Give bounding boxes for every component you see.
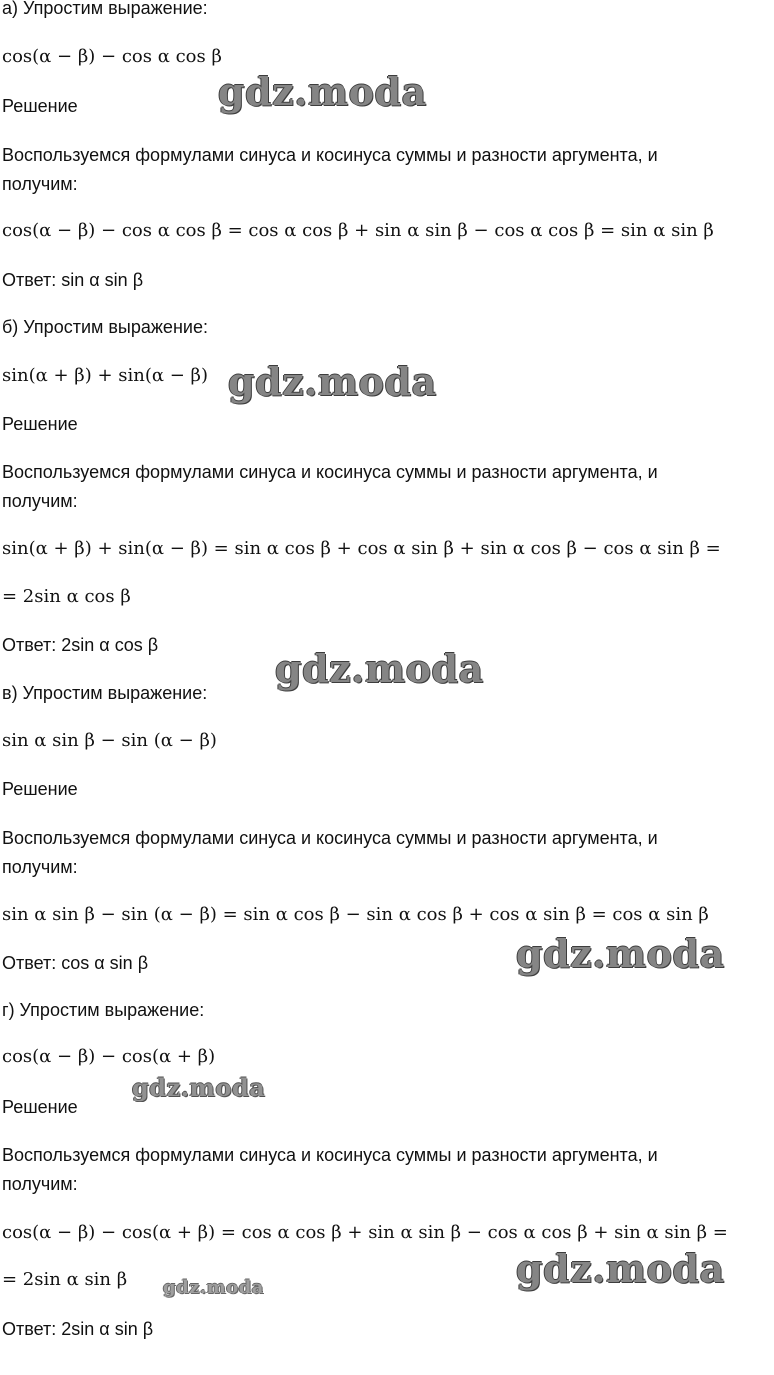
section-c-expression: sin α sin β − sin (α − β) [2,730,217,751]
watermark-logo: gdz.moda [132,1073,266,1102]
section-a-explanation-line1: Воспользуемся формулами синуса и косинуса суммы и разности аргумента, и [2,145,658,165]
section-d-explanation-line1: Воспользуемся формулами синуса и косинуса суммы и разности аргумента, и [2,1145,658,1165]
section-a-explanation-line2: получим: [2,174,78,194]
section-d-expression: cos(α − β) − cos(α + β) [2,1046,216,1067]
section-c-heading: в) Упростим выражение: [2,683,208,703]
watermark-logo: gdz.moda [218,69,427,114]
section-b-explanation-line2: получим: [2,491,78,511]
section-d-solution-label: Решение [2,1097,78,1117]
section-b-answer: Ответ: 2sin α cos β [2,635,159,655]
watermark-logo: gdz.moda [275,646,484,691]
section-c-answer: Ответ: cos α sin β [2,953,149,973]
section-b-expression: sin(α + β) + sin(α − β) [2,365,208,386]
section-b-derivation-line2: = 2sin α cos β [2,586,131,607]
section-d-heading: г) Упростим выражение: [2,1000,205,1020]
watermark-logo: gdz.moda [516,1246,725,1291]
section-b-solution-label: Решение [2,414,78,434]
section-a-heading: а) Упростим выражение: [2,0,208,18]
watermark-logo: gdz.moda [228,359,437,404]
section-d-answer: Ответ: 2sin α sin β [2,1319,154,1339]
section-d-derivation-line1: cos(α − β) − cos(α + β) = cos α cos β + sin α sin β − cos α cos β + sin α sin β = [2,1222,728,1243]
section-d-explanation-line2: получим: [2,1174,78,1194]
section-c-explanation-line1: Воспользуемся формулами синуса и косинуса суммы и разности аргумента, и [2,828,658,848]
section-b-derivation-line1: sin(α + β) + sin(α − β) = sin α cos β + cos α sin β + sin α cos β − cos α sin β = [2,538,721,559]
section-a-derivation-line1: cos(α − β) − cos α cos β = cos α cos β + sin α sin β − cos α cos β = sin α sin β [2,220,714,241]
section-b-heading: б) Упростим выражение: [2,317,208,337]
watermark-logo: gdz.moda [163,1277,264,1298]
section-d-derivation-line2: = 2sin α sin β [2,1269,128,1290]
section-c-solution-label: Решение [2,779,78,799]
section-c-derivation-line1: sin α sin β − sin (α − β) = sin α cos β − sin α cos β + cos α sin β = cos α sin β [2,904,709,925]
section-a-expression: cos(α − β) − cos α cos β [2,46,222,67]
section-a-solution-label: Решение [2,96,78,116]
section-b-explanation-line1: Воспользуемся формулами синуса и косинуса суммы и разности аргумента, и [2,462,658,482]
section-a-answer: Ответ: sin α sin β [2,270,144,290]
watermark-logo: gdz.moda [516,931,725,976]
section-c-explanation-line2: получим: [2,857,78,877]
